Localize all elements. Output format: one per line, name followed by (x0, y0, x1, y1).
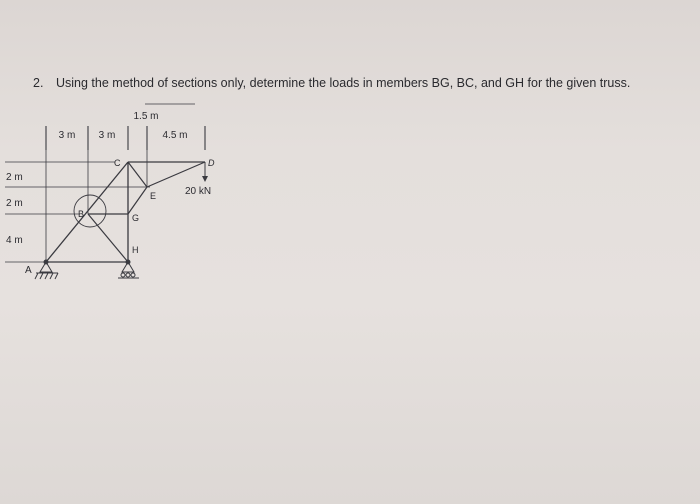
dim-label-1-5m: 1.5 m (133, 111, 159, 122)
roller-support-h (118, 260, 139, 278)
node-label-g: G (132, 213, 140, 223)
dim-label-3m-a: 3 m (58, 130, 76, 141)
member-ce (128, 162, 147, 187)
member-bh (88, 214, 128, 262)
node-label-h: H (132, 245, 139, 255)
node-label-b: B (78, 209, 85, 219)
dim-label-2m-b: 2 m (6, 198, 23, 209)
pin-support-a (35, 260, 58, 279)
dim-label-4-5m: 4.5 m (162, 130, 188, 141)
node-label-c: C (114, 158, 121, 168)
dim-label-3m-b: 3 m (98, 130, 116, 141)
node-label-e: E (150, 191, 157, 201)
problem-text: Using the method of sections only, determine the loads in members BG, BC, and GH for the given truss. (56, 76, 631, 90)
dim-label-4m: 4 m (6, 235, 23, 246)
load-arrowhead (202, 176, 208, 182)
dim-label-2m-a: 2 m (6, 172, 23, 183)
problem-number: 2. (33, 76, 44, 90)
node-label-a: A (25, 265, 32, 276)
load-label: 20 kN (185, 186, 212, 197)
member-ge (128, 187, 147, 214)
node-label-d: D (208, 158, 215, 168)
member-ed (147, 162, 205, 187)
